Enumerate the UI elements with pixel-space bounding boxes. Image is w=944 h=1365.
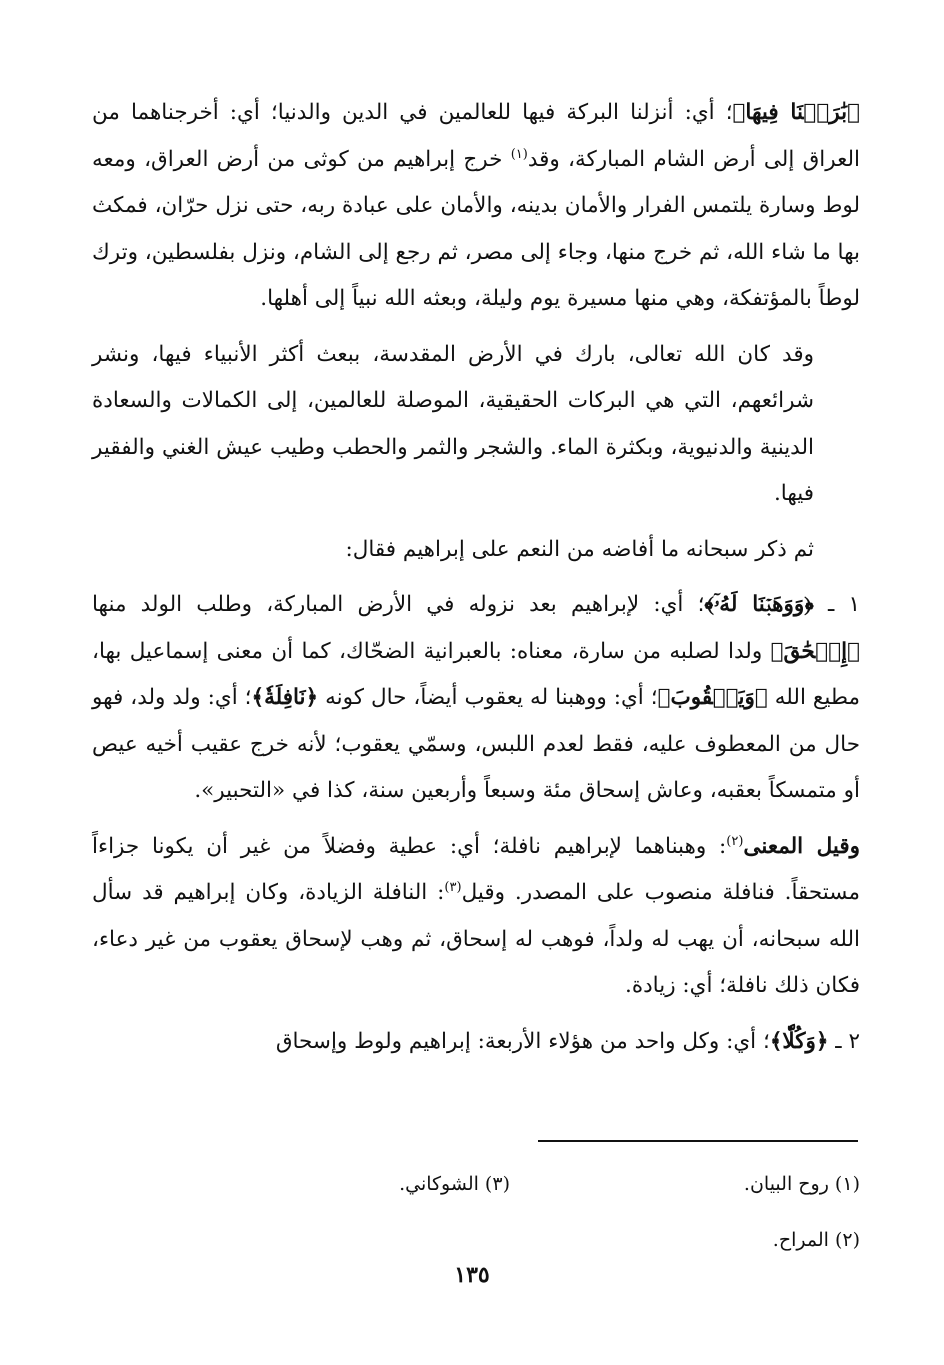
footnote-1: (١) روح البيان. [743, 1173, 860, 1195]
quran-quote: ﴿نَافِلَةٗ﴾ [251, 685, 319, 710]
paragraph-text: وقد كان الله تعالى، بارك في الأرض المقدسة، ببعث أكثر الأنبياء فيها، ونشر شرائعهم، التي هي البركات الحقيقية، الموصلة للعالمين، إلى الكمالات والسعادة الدينية والدنيوية، وبكثرة الماء. والشجر والثمر والحطب وطيب عيش الغني والفقير فيها. [92, 341, 814, 506]
paragraph-text: ولدا لصلبه من سارة، معناه: بالعبرانية الضحّاك، كما أن معنى إسماعيل بها، مطيع الله [92, 638, 860, 710]
quran-quote: ﴿وَوَهَبۡنَا لَهُۥٓ﴾ [704, 592, 814, 617]
paragraph-text: ؛ أي: لإبراهيم بعد نزوله في الأرض المباركة، وطلب الولد منها [92, 592, 705, 617]
footnote-2: (٢) المراح. [772, 1229, 860, 1251]
paragraph-6 [92, 1019, 860, 1066]
paragraph-text: ؛ أي: ووهبنا له يعقوب أيضاً، حال كونه [318, 685, 658, 710]
footnote-row [92, 1212, 860, 1268]
footnotes [92, 1156, 860, 1268]
quran-quote: ﴿بَٰرَكۡنَا فِيهَا﴾ [732, 100, 860, 125]
paragraph-text: خرج إبراهيم من كوثى من أرض العراق، ومعه لوط وسارة يلتمس الفرار والأمان بدينه، والأمان على عبادة ربه، حتى نزل حرّان، فمكث بها ما شاء الله، ثم خرج منها، وجاء إلى مصر، ثم رجع إلى الشام، ونزل بفلسطين، وترك لوطاً بالمؤتفكة، وهي منها مسيرة يوم وليلة، وبعثه الله نبياً إلى أهلها. [92, 146, 860, 311]
paragraph-text: : وهبناهما لإبراهيم نافلة؛ أي: عطية وفضلاً من غير أن يكونا جزاءاً مستحقاً. فنافلة منصوب على المصدر. وقيل [92, 833, 860, 905]
paragraph-3 [92, 527, 860, 574]
page-number: ١٣٥ [454, 1262, 490, 1288]
paragraph-5 [92, 824, 860, 1010]
paragraph-text: ؛ أي: أنزلنا البركة فيها للعالمين في الدين والدنيا؛ أي: أخرجناهما من العراق إلى أرض الشام المباركة، وقد [92, 100, 861, 172]
paragraph-text: ثم ذكر سبحانه ما أفاضه من النعم على إبراهيم فقال: [345, 536, 814, 562]
footnote-row [92, 1156, 860, 1212]
paragraph-text: : النافلة الزيادة، وكان إبراهيم قد سأل الله سبحانه، أن يهب له ولداً، فوهب له إسحاق، ثم وهب لإسحاق يعقوب من غير دعاء، فكان ذلك نافلة؛ أي: زيادة. [92, 880, 860, 998]
paragraph-text: ؛ أي: وكل واحد من هؤلاء الأربعة: إبراهيم ولوط وإسحاق [275, 1028, 770, 1054]
quran-quote: ﴿وَكُلّٗا﴾ [769, 1028, 829, 1054]
footnote-divider [538, 1140, 858, 1142]
quran-quote: ﴿وَيَعۡقُوبَ﴾ [657, 685, 768, 710]
footnote-ref-2: (٢) [726, 833, 744, 849]
footnote-ref-3: (٣) [444, 879, 462, 895]
paragraph-text: ؛ أي: ولد ولد، فهو حال من المعطوف عليه، فقط لعدم اللبس، وسمّي يعقوب؛ لأنه خرج عقيب أخيه عيص أو متمسكاً بعقبه، وعاش إسحاق مئة وسبعاً وأربعين سنة، كذا في «التحبير». [92, 685, 860, 803]
item-number: ١ ـ [813, 592, 860, 617]
paragraph-1 [92, 90, 860, 323]
main-text [92, 90, 860, 1065]
item-number: ٢ ـ [828, 1028, 860, 1054]
paragraph-2 [92, 332, 860, 518]
paragraph-4 [92, 582, 860, 815]
bold-lead-in: وقيل المعنى [743, 833, 860, 859]
footnote-3: (٣) الشوكاني. [399, 1173, 510, 1195]
footnote-ref-1: (١) [510, 146, 528, 162]
quran-quote: ﴿إِسۡحَٰقَ﴾ [770, 638, 860, 664]
